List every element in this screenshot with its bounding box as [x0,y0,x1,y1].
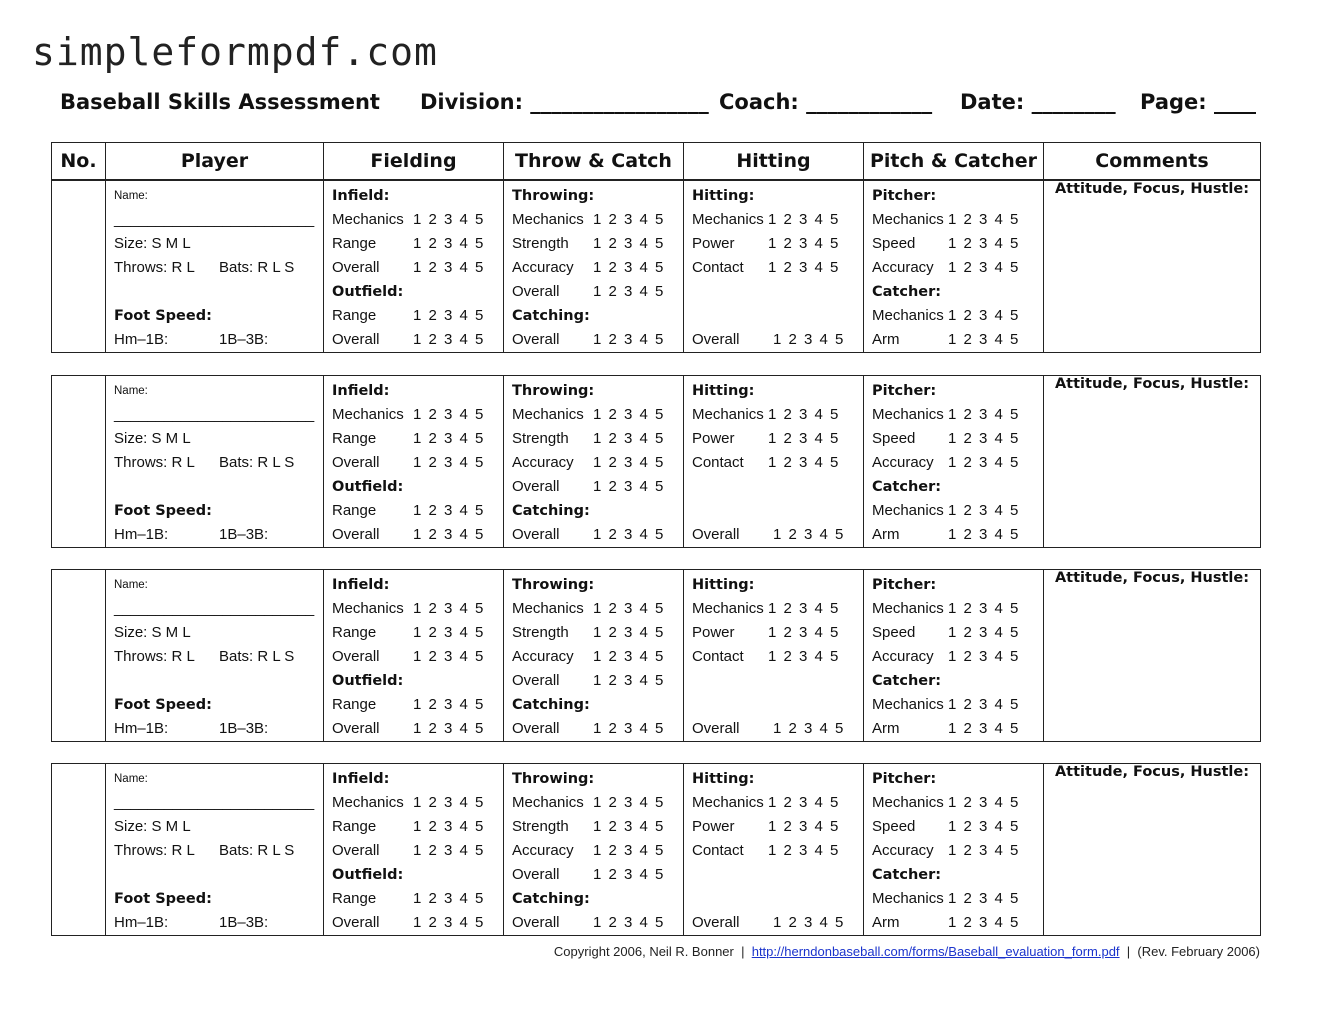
pitch-catcher-cell[interactable] [864,376,1044,548]
pitch-catcher-cell[interactable] [864,570,1044,742]
foot-speed-label: Foot Speed: [114,891,212,907]
rating-row: Mechanics 1 2 3 4 5 [872,890,1019,907]
outfield-label: Outfield: [332,673,404,689]
comments-cell[interactable] [1044,764,1261,936]
infield-label: Infield: [332,771,390,787]
rating-row: Arm 1 2 3 4 5 [872,720,1019,737]
rating-row: Mechanics 1 2 3 4 5 [872,696,1019,713]
foot-speed-row[interactable] [114,911,323,935]
rating-row: Strength 1 2 3 4 5 [512,818,664,835]
rating-row: Mechanics 1 2 3 4 5 [332,406,484,423]
hm-1b-label: Hm–1B: [114,720,169,737]
foot-speed-row[interactable] [114,717,323,741]
pitcher-label: Pitcher: [872,383,937,399]
rating-row: Mechanics 1 2 3 4 5 [332,600,484,617]
column-header-row [51,142,1261,180]
rating-row: Overall 1 2 3 4 5 [512,478,664,495]
rating-row: Speed 1 2 3 4 5 [872,818,1019,835]
throws-options[interactable]: Throws: R L [114,259,195,276]
catcher-label: Catcher: [872,867,942,883]
rating-row: Overall 1 2 3 4 5 [512,914,664,931]
coach-field: Coach: ____________ [719,90,933,114]
number-cell[interactable] [52,376,106,548]
name-line[interactable]: ________________________ [114,600,315,617]
comments-cell[interactable] [1044,181,1261,353]
rating-row: Strength 1 2 3 4 5 [512,430,664,447]
rating-row: Range 1 2 3 4 5 [332,890,484,907]
rating-row: Overall 1 2 3 4 5 [332,648,484,665]
col-hitting: Hitting [684,143,864,180]
player-block-2 [51,375,1261,548]
throwing-label: Throwing: [512,771,595,787]
infield-label: Infield: [332,383,390,399]
col-player: Player [106,143,324,180]
pitch-catcher-cell[interactable] [864,181,1044,353]
rating-row: Speed 1 2 3 4 5 [872,430,1019,447]
pitch-catcher-cell[interactable] [864,764,1044,936]
rating-row: Overall 1 2 3 4 5 [332,720,484,737]
rating-row: Arm 1 2 3 4 5 [872,331,1019,348]
fielding-cell[interactable] [324,376,504,548]
rating-row: Overall 1 2 3 4 5 [512,720,664,737]
catching-label: Catching: [512,308,590,324]
comments-cell[interactable] [1044,570,1261,742]
throws-options[interactable]: Throws: R L [114,648,195,665]
col-no: No. [52,143,106,180]
rating-row: Mechanics 1 2 3 4 5 [872,406,1019,423]
fielding-cell[interactable] [324,570,504,742]
comment-label: Attitude, Focus, Hustle: [1054,376,1250,392]
rating-row: Speed 1 2 3 4 5 [872,624,1019,641]
throw-catch-cell[interactable] [504,376,684,548]
rating-row: Power 1 2 3 4 5 [692,818,839,835]
rating-row: Overall 1 2 3 4 5 [512,283,664,300]
number-cell[interactable] [52,181,106,353]
throwing-label: Throwing: [512,577,595,593]
comment-label: Attitude, Focus, Hustle: [1054,764,1250,780]
bats-options[interactable]: Bats: R L S [219,842,295,859]
footer [554,944,1260,959]
bats-options[interactable]: Bats: R L S [219,648,295,665]
rating-row: Overall 1 2 3 4 5 [512,331,664,348]
number-cell[interactable] [52,764,106,936]
rating-row: Overall 1 2 3 4 5 [692,526,844,543]
player-cell[interactable] [106,376,324,548]
bats-options[interactable]: Bats: R L S [219,454,295,471]
size-options[interactable]: Size: S M L [114,235,191,252]
revision-text: (Rev. February 2006) [1137,944,1260,959]
rating-row: Mechanics 1 2 3 4 5 [872,211,1019,228]
division-field: Division: _________________ [420,90,709,114]
rating-row: Range 1 2 3 4 5 [332,624,484,641]
hm-1b-label: Hm–1B: [114,914,169,931]
throw-catch-cell[interactable] [504,764,684,936]
player-cell[interactable] [106,764,324,936]
foot-speed-label: Foot Speed: [114,503,212,519]
hitting-label: Hitting: [692,383,755,399]
throws-options[interactable]: Throws: R L [114,454,195,471]
copyright-text: Copyright 2006, Neil R. Bonner [553,944,734,959]
hitting-cell[interactable] [684,376,864,548]
size-options[interactable]: Size: S M L [114,624,191,641]
separator: | [741,944,745,959]
1b-3b-label: 1B–3B: [219,331,269,348]
rating-row: Strength 1 2 3 4 5 [512,624,664,641]
hitting-cell[interactable] [684,181,864,353]
rating-row: Mechanics 1 2 3 4 5 [692,406,839,423]
rating-row: Mechanics 1 2 3 4 5 [872,502,1019,519]
1b-3b-label: 1B–3B: [219,720,269,737]
rating-row: Accuracy 1 2 3 4 5 [512,259,664,276]
rating-row: Overall 1 2 3 4 5 [512,526,664,543]
rating-row: Overall 1 2 3 4 5 [332,526,484,543]
catching-label: Catching: [512,503,590,519]
name-label: Name: [114,579,148,591]
outfield-label: Outfield: [332,867,404,883]
rating-row: Overall 1 2 3 4 5 [692,720,844,737]
throws-options[interactable]: Throws: R L [114,842,195,859]
rating-row: Mechanics 1 2 3 4 5 [332,211,484,228]
rating-row: Contact 1 2 3 4 5 [692,259,839,276]
throwing-label: Throwing: [512,383,595,399]
hitting-cell[interactable] [684,764,864,936]
rating-row: Range 1 2 3 4 5 [332,818,484,835]
comment-label: Attitude, Focus, Hustle: [1054,570,1250,586]
foot-speed-row[interactable] [114,523,323,547]
rating-row: Mechanics 1 2 3 4 5 [512,406,664,423]
throw-catch-cell[interactable] [504,181,684,353]
rating-row: Strength 1 2 3 4 5 [512,235,664,252]
catcher-label: Catcher: [872,673,942,689]
player-block-1 [51,180,1261,353]
rating-row: Overall 1 2 3 4 5 [332,914,484,931]
rating-row: Accuracy 1 2 3 4 5 [872,648,1019,665]
rating-row: Mechanics 1 2 3 4 5 [332,794,484,811]
player-cell[interactable] [106,570,324,742]
name-line[interactable]: ________________________ [114,794,315,811]
throws-bats-row[interactable] [114,645,323,669]
1b-3b-label: 1B–3B: [219,914,269,931]
rating-row: Speed 1 2 3 4 5 [872,235,1019,252]
infield-label: Infield: [332,188,390,204]
comments-cell[interactable] [1044,376,1261,548]
rating-row: Overall 1 2 3 4 5 [332,842,484,859]
rating-row: Contact 1 2 3 4 5 [692,842,839,859]
watermark: simpleformpdf.com [32,30,438,74]
rating-row: Arm 1 2 3 4 5 [872,526,1019,543]
name-line[interactable]: ________________________ [114,211,315,228]
rating-row: Accuracy 1 2 3 4 5 [512,454,664,471]
rating-row: Contact 1 2 3 4 5 [692,454,839,471]
col-comments: Comments [1044,143,1261,180]
foot-speed-label: Foot Speed: [114,697,212,713]
rating-row: Accuracy 1 2 3 4 5 [872,842,1019,859]
catcher-label: Catcher: [872,479,942,495]
hitting-label: Hitting: [692,771,755,787]
rating-row: Overall 1 2 3 4 5 [332,259,484,276]
fielding-cell[interactable] [324,181,504,353]
catching-label: Catching: [512,891,590,907]
name-label: Name: [114,773,148,785]
hm-1b-label: Hm–1B: [114,331,169,348]
throws-bats-row[interactable] [114,256,323,280]
hitting-label: Hitting: [692,188,755,204]
rating-row: Overall 1 2 3 4 5 [332,331,484,348]
rating-row: Mechanics 1 2 3 4 5 [512,600,664,617]
rating-row: Contact 1 2 3 4 5 [692,648,839,665]
player-block-4 [51,763,1261,936]
player-cell[interactable] [106,181,324,353]
bats-options[interactable]: Bats: R L S [219,259,295,276]
rating-row: Range 1 2 3 4 5 [332,235,484,252]
separator: | [1126,944,1131,959]
throwing-label: Throwing: [512,188,595,204]
rating-row: Range 1 2 3 4 5 [332,696,484,713]
form-link[interactable]: http://herndonbaseball.com/forms/Baseball_evaluation_form.pdf [751,944,1120,959]
rating-row: Power 1 2 3 4 5 [692,430,839,447]
rating-row: Accuracy 1 2 3 4 5 [512,842,664,859]
rating-row: Mechanics 1 2 3 4 5 [872,600,1019,617]
col-throw-catch: Throw & Catch [504,143,684,180]
pitcher-label: Pitcher: [872,771,937,787]
catching-label: Catching: [512,697,590,713]
foot-speed-row[interactable] [114,328,323,352]
rating-row: Mechanics 1 2 3 4 5 [692,794,839,811]
name-label: Name: [114,385,148,397]
form-title: Baseball Skills Assessment [60,90,380,114]
rating-row: Mechanics 1 2 3 4 5 [872,307,1019,324]
catcher-label: Catcher: [872,284,942,300]
rating-row: Overall 1 2 3 4 5 [692,914,844,931]
player-block-3 [51,569,1261,742]
name-line[interactable]: ________________________ [114,406,315,423]
rating-row: Accuracy 1 2 3 4 5 [512,648,664,665]
rating-row: Power 1 2 3 4 5 [692,235,839,252]
hm-1b-label: Hm–1B: [114,526,169,543]
col-pitch-catcher: Pitch & Catcher [864,143,1044,180]
rating-row: Overall 1 2 3 4 5 [512,866,664,883]
throws-bats-row[interactable] [114,451,323,475]
rating-row: Mechanics 1 2 3 4 5 [512,211,664,228]
date-field: Date: ________ [960,90,1116,114]
rating-row: Accuracy 1 2 3 4 5 [872,454,1019,471]
throws-bats-row[interactable] [114,839,323,863]
outfield-label: Outfield: [332,284,404,300]
rating-row: Mechanics 1 2 3 4 5 [872,794,1019,811]
rating-row: Range 1 2 3 4 5 [332,502,484,519]
foot-speed-label: Foot Speed: [114,308,212,324]
1b-3b-label: 1B–3B: [219,526,269,543]
rating-row: Overall 1 2 3 4 5 [512,672,664,689]
infield-label: Infield: [332,577,390,593]
size-options[interactable]: Size: S M L [114,430,191,447]
fielding-cell[interactable] [324,764,504,936]
rating-row: Range 1 2 3 4 5 [332,430,484,447]
rating-row: Mechanics 1 2 3 4 5 [692,600,839,617]
comment-label: Attitude, Focus, Hustle: [1054,181,1250,197]
rating-row: Power 1 2 3 4 5 [692,624,839,641]
hitting-cell[interactable] [684,570,864,742]
pitcher-label: Pitcher: [872,188,937,204]
rating-row: Mechanics 1 2 3 4 5 [692,211,839,228]
number-cell[interactable] [52,570,106,742]
name-label: Name: [114,190,148,202]
hitting-label: Hitting: [692,577,755,593]
col-fielding: Fielding [324,143,504,180]
rating-row: Accuracy 1 2 3 4 5 [872,259,1019,276]
rating-row: Overall 1 2 3 4 5 [692,331,844,348]
rating-row: Range 1 2 3 4 5 [332,307,484,324]
pitcher-label: Pitcher: [872,577,937,593]
rating-row: Mechanics 1 2 3 4 5 [512,794,664,811]
rating-row: Arm 1 2 3 4 5 [872,914,1019,931]
size-options[interactable]: Size: S M L [114,818,191,835]
outfield-label: Outfield: [332,479,404,495]
throw-catch-cell[interactable] [504,570,684,742]
page-field: Page: ____ [1140,90,1256,114]
rating-row: Overall 1 2 3 4 5 [332,454,484,471]
